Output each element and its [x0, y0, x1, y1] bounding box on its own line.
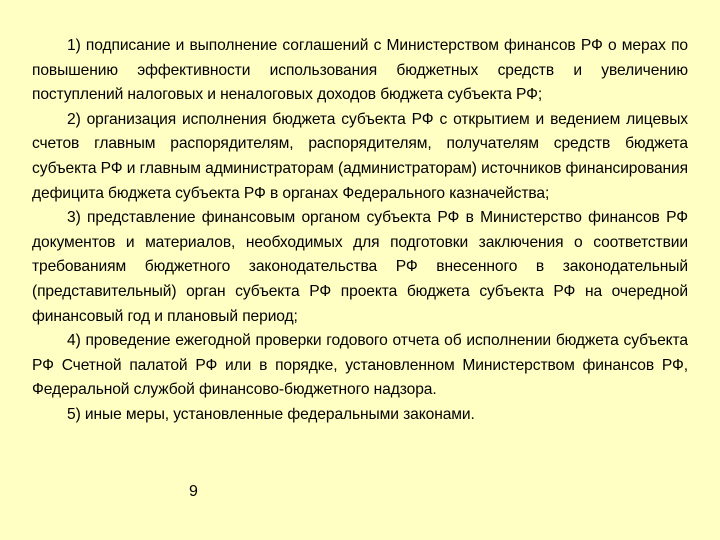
paragraph-3: 3) представление финансовым органом субъекта РФ в Министерство финансов РФ документов и материалов, необходимых для подготовки заключения о соответствии требованиям бюджетного законодательства РФ внесенного в законодательный (представительный) орган субъекта РФ проекта бюджета субъекта РФ на очередной финансовый год и плановый период; [32, 209, 688, 325]
paragraph-5: 5) иные меры, установленные федеральными законами. [67, 405, 475, 423]
document-body [32, 34, 688, 428]
paragraph-4: 4) проведение ежегодной проверки годового отчета об исполнении бюджета субъекта РФ Счетной палатой РФ или в порядке, установленном Министерством финансов РФ, Федеральной службой финансово-бюджетного надзора. [32, 332, 688, 399]
page-number: 9 [189, 483, 198, 500]
paragraph-1: 1) подписание и выполнение соглашений с Министерством финансов РФ о мерах по повышению эффективности использования бюджетных средств и увеличению поступлений налоговых и неналоговых доходов бюджета субъекта РФ; [32, 37, 688, 104]
paragraph-2: 2) организация исполнения бюджета субъекта РФ с открытием и ведением лицевых счетов главным распорядителям, распорядителям, получателям средств бюджета субъекта РФ и главным администраторам (администраторам) источников финансирования дефицита бюджета субъекта РФ в органах Федерального казначейства; [32, 110, 688, 202]
